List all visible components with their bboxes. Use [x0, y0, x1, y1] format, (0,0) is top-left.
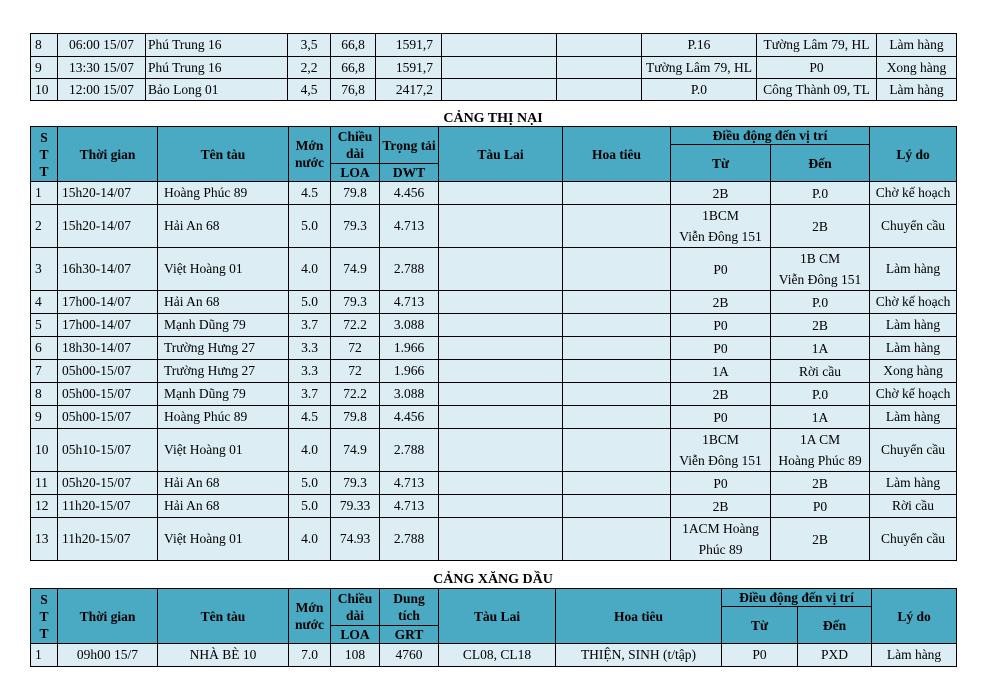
header-dwt-top: Trọng tải — [380, 127, 439, 164]
from-cell: P0 — [722, 644, 798, 667]
loa-cell: 66,8 — [331, 34, 376, 57]
loa-cell: 72 — [331, 337, 380, 360]
to-cell — [771, 429, 870, 472]
thi-nai-table — [30, 126, 957, 561]
ship-cell: Việt Hoàng 01 — [158, 429, 289, 472]
pilot-cell — [563, 314, 671, 337]
from-cell — [671, 429, 771, 472]
time-cell: 16h30-14/07 — [58, 248, 158, 291]
header-stt: S T T — [31, 589, 58, 644]
to-cell-line1: 2B — [812, 218, 828, 234]
header-to: Đến — [771, 145, 870, 182]
dwt-cell: 4.713 — [380, 472, 439, 495]
ship-cell: Trường Hưng 27 — [158, 360, 289, 383]
header-tug: Tàu Lai — [439, 127, 563, 182]
to-cell-line1: 2B — [812, 317, 828, 333]
header-move: Điều động đến vị trí — [722, 589, 872, 607]
to-cell — [771, 182, 870, 205]
time-cell: 12:00 15/07 — [58, 79, 146, 101]
draft-cell: 4.5 — [289, 182, 331, 205]
pilot-cell — [563, 429, 671, 472]
loa-cell: 72.2 — [331, 383, 380, 406]
header-draft: Mớn nước — [289, 127, 331, 182]
dwt-cell: 4.713 — [380, 205, 439, 248]
from-cell-line1: 2B — [712, 294, 729, 310]
dwt-cell: 2417,2 — [376, 79, 442, 101]
draft-cell: 5.0 — [289, 495, 331, 518]
stt-cell: 8 — [31, 34, 58, 57]
from-cell-line1: P0 — [713, 340, 728, 356]
time-cell: 17h00-14/07 — [58, 291, 158, 314]
to-cell — [771, 495, 870, 518]
table-row — [31, 518, 957, 561]
header-time: Thời gian — [58, 589, 158, 644]
header-length: Chiều dài — [331, 589, 380, 626]
draft-cell: 4,5 — [288, 79, 331, 101]
dwt-cell: 3.088 — [380, 314, 439, 337]
from-cell-line1: 2B — [712, 498, 729, 514]
stt-cell: 10 — [31, 429, 58, 472]
header-time: Thời gian — [58, 127, 158, 182]
from-cell-line2: Phúc 89 — [698, 542, 743, 557]
ship-cell: Hải An 68 — [158, 291, 289, 314]
pilot-cell — [563, 406, 671, 429]
from-cell — [671, 291, 771, 314]
table-row — [31, 314, 957, 337]
to-cell — [771, 360, 870, 383]
dwt-cell: 3.088 — [380, 383, 439, 406]
to-cell — [771, 383, 870, 406]
section-title-xang-dau: CẢNG XĂNG DẦU — [433, 572, 553, 587]
header-grt: GRT — [380, 626, 439, 644]
pilot-cell — [563, 248, 671, 291]
pilot-cell — [563, 182, 671, 205]
tug-cell — [442, 57, 557, 79]
to-cell — [771, 472, 870, 495]
to-cell-line2: Hoàng Phúc 89 — [778, 453, 862, 468]
reason-cell: Xong hàng — [877, 57, 957, 79]
time-cell: 09h00 15/7 — [58, 644, 158, 667]
from-cell — [671, 337, 771, 360]
to-cell — [771, 518, 870, 561]
from-cell-line1: P0 — [713, 409, 728, 425]
from-cell — [671, 182, 771, 205]
stt-cell: 1 — [31, 644, 58, 667]
to-cell-line1: P.0 — [811, 185, 829, 201]
reason-cell: Làm hàng — [870, 472, 957, 495]
dwt-cell: 4.456 — [380, 182, 439, 205]
to-cell — [771, 205, 870, 248]
loa-cell: 74.93 — [331, 518, 380, 561]
dwt-cell: 4.456 — [380, 406, 439, 429]
stt-cell: 5 — [31, 314, 58, 337]
pilot-cell — [557, 34, 642, 57]
from-cell-line1: P0 — [713, 261, 728, 277]
loa-cell: 79.8 — [331, 182, 380, 205]
loa-cell: 66,8 — [331, 57, 376, 79]
from-cell — [671, 248, 771, 291]
pilot-cell — [557, 79, 642, 101]
time-cell: 18h30-14/07 — [58, 337, 158, 360]
header-loa: LOA — [331, 626, 380, 644]
header-dwt: DWT — [380, 164, 439, 182]
reason-cell: Làm hàng — [872, 644, 957, 667]
pilot-cell — [563, 518, 671, 561]
header-length: Chiều dài — [331, 127, 380, 164]
stt-cell: 8 — [31, 383, 58, 406]
tug-cell — [439, 314, 563, 337]
to-cell-line1: 1A — [811, 340, 829, 356]
draft-cell: 4.0 — [289, 518, 331, 561]
stt-cell: 4 — [31, 291, 58, 314]
time-cell: 05h10-15/07 — [58, 429, 158, 472]
header-loa: LOA — [331, 164, 380, 182]
to-cell-line1: 1B CM — [799, 251, 841, 266]
pilot-cell — [563, 291, 671, 314]
to-cell-line1: Rời cầu — [799, 363, 842, 379]
ship-cell: NHÀ BÈ 10 — [158, 644, 289, 667]
reason-cell: Làm hàng — [877, 34, 957, 57]
loa-cell: 74.9 — [331, 429, 380, 472]
dwt-cell: 1591,7 — [376, 34, 442, 57]
from-cell — [671, 205, 771, 248]
ship-cell: Hải An 68 — [158, 472, 289, 495]
from-cell — [671, 518, 771, 561]
from-cell-line1: 1ACM Hoàng — [682, 521, 759, 536]
draft-cell: 7.0 — [289, 644, 331, 667]
pilot-cell — [563, 205, 671, 248]
from-cell-line1: P0 — [713, 317, 728, 333]
ship-cell: Hoàng Phúc 89 — [158, 182, 289, 205]
pilot-cell: THIỆN, SINH (t/tập) — [556, 644, 722, 667]
header-stt: S T T — [31, 127, 58, 182]
loa-cell: 79.8 — [331, 406, 380, 429]
to-cell-line1: 1A — [811, 409, 829, 425]
reason-cell: Chuyển cầu — [870, 205, 957, 248]
reason-cell: Chuyển cầu — [870, 429, 957, 472]
from-cell — [671, 406, 771, 429]
header-pilot: Hoa tiêu — [556, 589, 722, 644]
time-cell: 05h00-15/07 — [58, 383, 158, 406]
draft-cell: 4.0 — [289, 248, 331, 291]
reason-cell: Làm hàng — [870, 337, 957, 360]
loa-cell: 72 — [331, 360, 380, 383]
to-cell-line1: P.0 — [811, 386, 829, 402]
ship-cell: Hải An 68 — [158, 205, 289, 248]
stt-cell: 10 — [31, 79, 58, 101]
from-cell — [671, 495, 771, 518]
draft-cell: 3.7 — [289, 383, 331, 406]
ship-cell: Bảo Long 01 — [146, 79, 288, 101]
pilot-cell — [557, 57, 642, 79]
loa-cell: 72.2 — [331, 314, 380, 337]
reason-cell: Làm hàng — [870, 314, 957, 337]
pilot-cell — [563, 360, 671, 383]
dwt-cell: 1.966 — [380, 337, 439, 360]
draft-cell: 5.0 — [289, 472, 331, 495]
stt-cell: 1 — [31, 182, 58, 205]
header-ship: Tên tàu — [158, 127, 289, 182]
stt-cell: 9 — [31, 406, 58, 429]
time-cell: 06:00 15/07 — [58, 34, 146, 57]
loa-cell: 74.9 — [331, 248, 380, 291]
time-cell: 11h20-15/07 — [58, 518, 158, 561]
reason-cell: Làm hàng — [870, 406, 957, 429]
draft-cell: 3.3 — [289, 360, 331, 383]
table-row — [31, 360, 957, 383]
time-cell: 13:30 15/07 — [58, 57, 146, 79]
from-cell: Tường Lâm 79, HL — [642, 57, 757, 79]
dwt-cell: 4.713 — [380, 291, 439, 314]
stt-cell: 7 — [31, 360, 58, 383]
reason-cell: Chờ kế hoạch — [870, 383, 957, 406]
from-cell: P.0 — [642, 79, 757, 101]
to-cell-line1: 1A CM — [799, 432, 841, 447]
dwt-cell: 2.788 — [380, 248, 439, 291]
time-cell: 15h20-14/07 — [58, 182, 158, 205]
to-cell — [771, 314, 870, 337]
pilot-cell — [563, 383, 671, 406]
from-cell-line1: 2B — [712, 386, 729, 402]
ship-cell: Mạnh Dũng 79 — [158, 383, 289, 406]
time-cell: 17h00-14/07 — [58, 314, 158, 337]
ship-cell: Hoàng Phúc 89 — [158, 406, 289, 429]
to-cell — [771, 248, 870, 291]
table-row — [31, 644, 957, 667]
time-cell: 05h00-15/07 — [58, 360, 158, 383]
table-row — [31, 34, 957, 57]
top-table — [30, 33, 957, 101]
ship-cell: Mạnh Dũng 79 — [158, 314, 289, 337]
tug-cell — [439, 360, 563, 383]
header-pilot: Hoa tiêu — [563, 127, 671, 182]
stt-cell: 12 — [31, 495, 58, 518]
tug-cell — [439, 406, 563, 429]
to-cell-line1: P.0 — [811, 294, 829, 310]
header-to: Đến — [798, 607, 872, 644]
ship-cell: Việt Hoàng 01 — [158, 518, 289, 561]
pilot-cell — [563, 495, 671, 518]
to-cell — [771, 291, 870, 314]
dwt-cell: 4.713 — [380, 495, 439, 518]
xang-dau-table — [30, 588, 957, 667]
from-cell: P.16 — [642, 34, 757, 57]
tug-cell — [439, 383, 563, 406]
dwt-cell: 2.788 — [380, 429, 439, 472]
tug-cell — [442, 79, 557, 101]
table-row — [31, 79, 957, 101]
tug-cell — [442, 34, 557, 57]
table-row — [31, 429, 957, 472]
to-cell: PXD — [798, 644, 872, 667]
draft-cell: 5.0 — [289, 205, 331, 248]
table-row — [31, 205, 957, 248]
ship-cell: Hải An 68 — [158, 495, 289, 518]
from-cell-line1: 2B — [712, 185, 729, 201]
from-cell — [671, 314, 771, 337]
from-cell — [671, 472, 771, 495]
reason-cell: Làm hàng — [870, 248, 957, 291]
header-ship: Tên tàu — [158, 589, 289, 644]
time-cell: 05h00-15/07 — [58, 406, 158, 429]
from-cell-line1: 1BCM — [702, 208, 739, 223]
to-cell: P0 — [757, 57, 877, 79]
draft-cell: 3,5 — [288, 34, 331, 57]
stt-cell: 2 — [31, 205, 58, 248]
pilot-cell — [563, 337, 671, 360]
dwt-cell: 1591,7 — [376, 57, 442, 79]
from-cell-line1: P0 — [713, 475, 728, 491]
section-title-thi-nai: CẢNG THỊ NẠI — [443, 111, 543, 126]
ship-cell: Việt Hoàng 01 — [158, 248, 289, 291]
header-reason: Lý do — [872, 589, 957, 644]
reason-cell: Xong hàng — [870, 360, 957, 383]
ship-cell: Phú Trung 16 — [146, 57, 288, 79]
table-row — [31, 383, 957, 406]
from-cell-line2: Viễn Đông 151 — [679, 229, 762, 244]
draft-cell: 4.5 — [289, 406, 331, 429]
stt-cell: 9 — [31, 57, 58, 79]
draft-cell: 3.3 — [289, 337, 331, 360]
reason-cell: Chờ kế hoạch — [870, 182, 957, 205]
time-cell: 15h20-14/07 — [58, 205, 158, 248]
header-tug: Tàu Lai — [439, 589, 556, 644]
to-cell — [771, 406, 870, 429]
to-cell-line1: 2B — [812, 475, 828, 491]
tug-cell: CL08, CL18 — [439, 644, 556, 667]
table-row — [31, 57, 957, 79]
tug-cell — [439, 429, 563, 472]
loa-cell: 76,8 — [331, 79, 376, 101]
to-cell-line1: 2B — [812, 531, 828, 547]
to-cell-line2: Viễn Đông 151 — [778, 272, 862, 287]
header-capacity: Dung tích — [380, 589, 439, 626]
table-row — [31, 406, 957, 429]
tug-cell — [439, 248, 563, 291]
loa-cell: 79.33 — [331, 495, 380, 518]
to-cell — [771, 337, 870, 360]
ship-cell: Trường Hưng 27 — [158, 337, 289, 360]
ship-cell: Phú Trung 16 — [146, 34, 288, 57]
tug-cell — [439, 337, 563, 360]
pilot-cell — [563, 472, 671, 495]
loa-cell: 79.3 — [331, 472, 380, 495]
table-row — [31, 182, 957, 205]
from-cell-line1: 1BCM — [702, 432, 739, 447]
table-row — [31, 291, 957, 314]
dwt-cell: 2.788 — [380, 518, 439, 561]
tug-cell — [439, 495, 563, 518]
header-from: Từ — [671, 145, 771, 182]
tug-cell — [439, 291, 563, 314]
header-move: Điều động đến vị trí — [671, 127, 870, 145]
loa-cell: 79.3 — [331, 205, 380, 248]
time-cell: 05h20-15/07 — [58, 472, 158, 495]
reason-cell: Rời cầu — [870, 495, 957, 518]
table-row — [31, 495, 957, 518]
draft-cell: 4.0 — [289, 429, 331, 472]
tug-cell — [439, 182, 563, 205]
header-reason: Lý do — [870, 127, 957, 182]
draft-cell: 2,2 — [288, 57, 331, 79]
header-draft: Mớn nước — [289, 589, 331, 644]
stt-cell: 11 — [31, 472, 58, 495]
to-cell: Công Thành 09, TL — [757, 79, 877, 101]
from-cell — [671, 360, 771, 383]
to-cell: Tường Lâm 79, HL — [757, 34, 877, 57]
tug-cell — [439, 472, 563, 495]
reason-cell: Chờ kế hoạch — [870, 291, 957, 314]
header-from: Từ — [722, 607, 798, 644]
stt-cell: 6 — [31, 337, 58, 360]
draft-cell: 5.0 — [289, 291, 331, 314]
table-row — [31, 248, 957, 291]
from-cell — [671, 383, 771, 406]
draft-cell: 3.7 — [289, 314, 331, 337]
stt-cell: 3 — [31, 248, 58, 291]
reason-cell: Chuyển cầu — [870, 518, 957, 561]
reason-cell: Làm hàng — [877, 79, 957, 101]
time-cell: 11h20-15/07 — [58, 495, 158, 518]
loa-cell: 79.3 — [331, 291, 380, 314]
stt-cell: 13 — [31, 518, 58, 561]
from-cell-line2: Viễn Đông 151 — [679, 453, 762, 468]
tug-cell — [439, 518, 563, 561]
table-row — [31, 472, 957, 495]
tug-cell — [439, 205, 563, 248]
table-row — [31, 337, 957, 360]
from-cell-line1: 1A — [712, 363, 729, 379]
to-cell-line1: P0 — [812, 498, 828, 514]
grt-cell: 4760 — [380, 644, 439, 667]
loa-cell: 108 — [331, 644, 380, 667]
dwt-cell: 1.966 — [380, 360, 439, 383]
